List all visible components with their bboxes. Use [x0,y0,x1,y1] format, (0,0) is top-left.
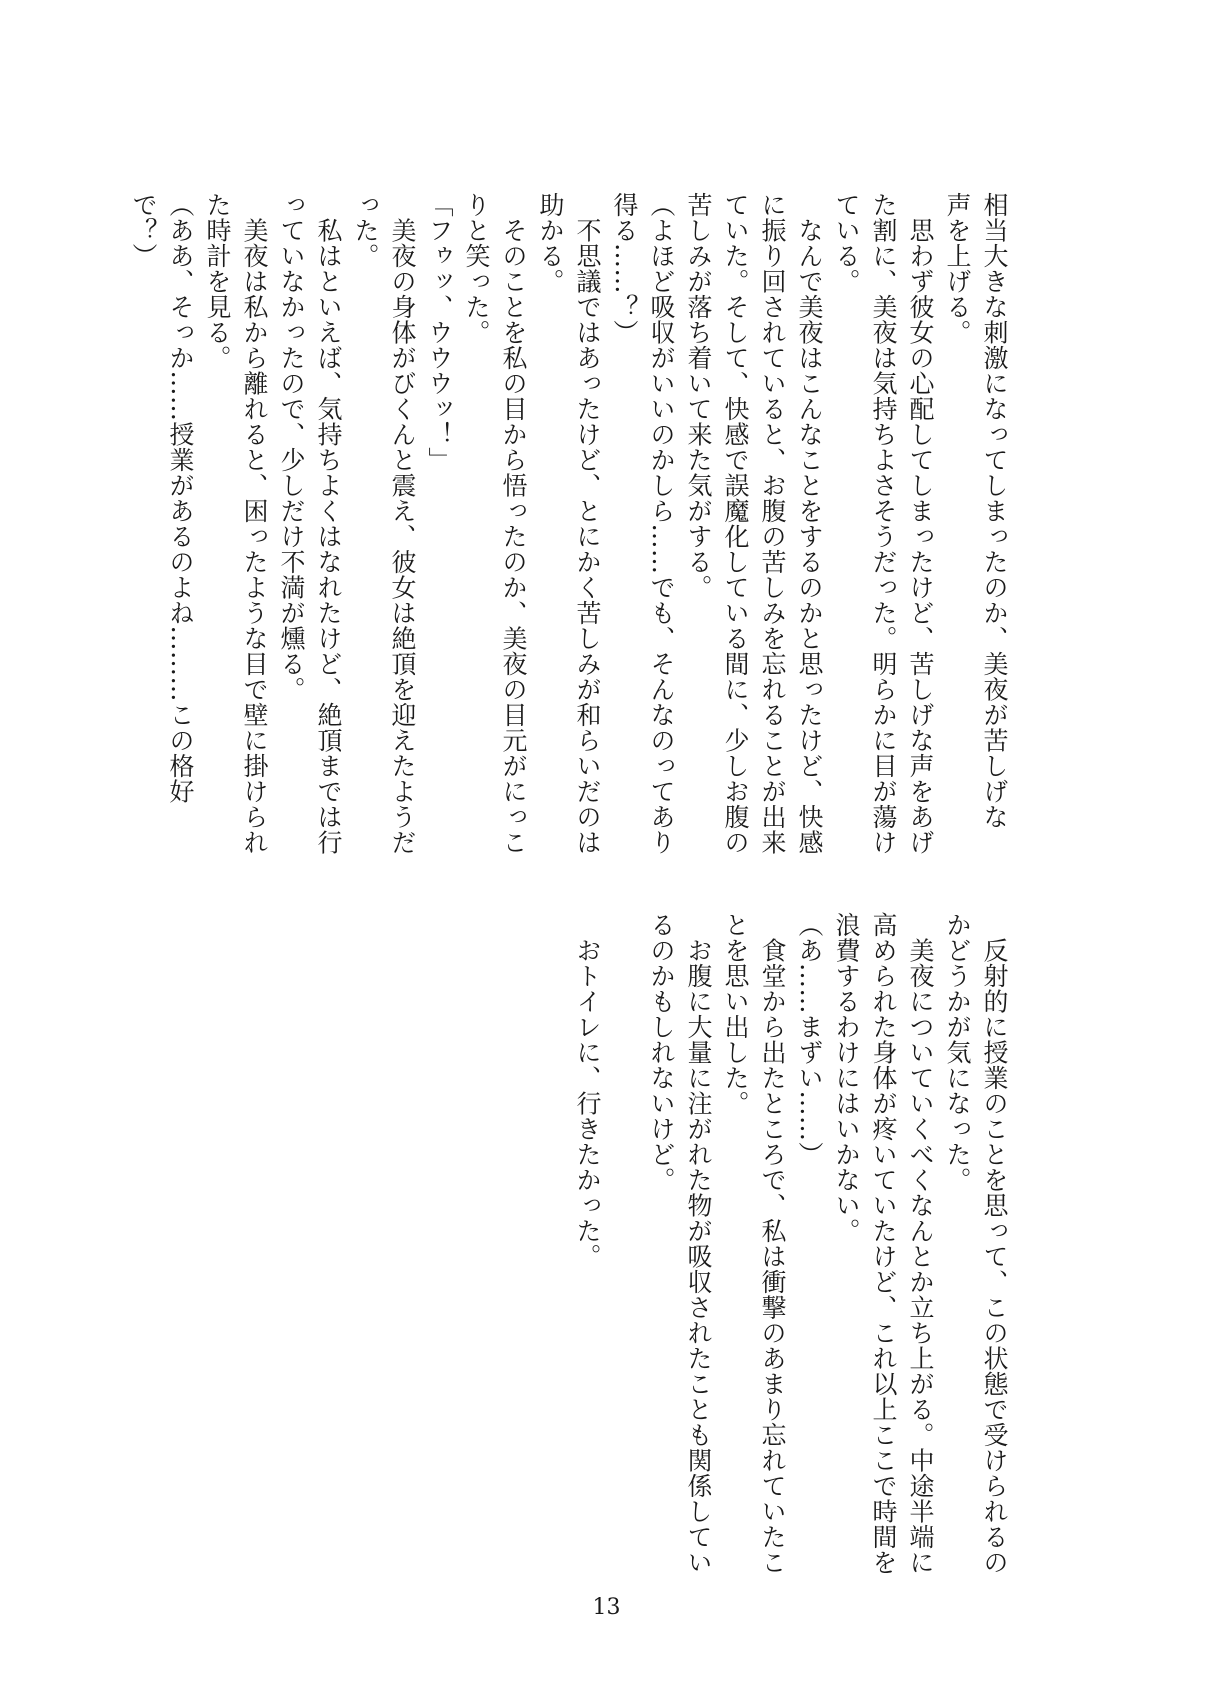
text-line: 不思議ではあったけど、とにかく苦しみが和らいだのは [573,192,602,855]
text-line: 浪費するわけにはいかない。 [832,912,861,1244]
text-line: で？） [129,192,158,269]
text-line: （あ……まずい……） [795,912,824,1167]
text-line: 「フゥッ、ウウウッ！」 [425,192,454,473]
text-line: 美夜は私から離れると、困ったような目で壁に掛けられ [240,192,269,855]
text-line: （よほど吸収がいいのかしら……でも、そんなのってあり [647,192,676,855]
text-line: 得る……？） [610,192,639,345]
text-line: 高められた身体が疼いていたけど、これ以上ここで時間を [869,912,898,1575]
text-line: に振り回されていると、お腹の苦しみを忘れることが出来 [758,192,787,855]
lower-text-block [513,912,1013,1575]
text-line: 声を上げる。 [943,192,972,345]
text-line: 私はといえば、気持ちよくはなれたけど、絶頂までは行 [314,192,343,855]
text-line: お腹に大量に注がれた物が吸収されたことも関係してい [684,912,713,1575]
text-line: りと笑った。 [462,192,491,345]
text-line: ている。 [832,192,861,294]
text-line: （ああ、そっか……授業があるのよね………この格好 [166,192,195,804]
text-line: 美夜の身体がびくんと震え、彼女は絶頂を迎えたようだ [388,192,417,855]
upper-text-block [129,192,1013,855]
text-line: とを思い出した。 [721,912,750,1116]
text-line: おトイレに、行きたかった。 [573,912,602,1269]
text-line: かどうかが気になった。 [943,912,972,1193]
text-line: た割に、美夜は気持ちよさそうだった。明らかに目が蕩け [869,192,898,855]
text-line [606,912,643,1552]
text-line: 助かる。 [536,192,565,294]
text-line: 食堂から出たところで、私は衝撃のあまり忘れていたこ [758,912,787,1575]
text-line: 反射的に授業のことを思って、この状態で受けられるの [980,912,1009,1575]
text-line: るのかもしれないけど。 [647,912,676,1193]
text-line: なんで美夜はこんなことをするのかと思ったけど、快感 [795,192,824,855]
text-line: ていた。そして、快感で誤魔化している間に、少しお腹の [721,192,750,855]
text-line: そのことを私の目から悟ったのか、美夜の目元がにっこ [499,192,528,855]
text-line: った。 [351,192,380,269]
text-line: 苦しみが落ち着いて来た気がする。 [684,192,713,600]
text-line: 美夜についていくべくなんとか立ち上がる。中途半端に [906,912,935,1575]
text-line: 相当大きな刺激になってしまったのか、美夜が苦しげな [980,192,1009,830]
text-line: 思わず彼女の心配してしまったけど、苦しげな声をあげ [906,192,935,855]
text-line: た時計を見る。 [203,192,232,371]
text-line: っていなかったので、少しだけ不満が燻る。 [277,192,306,702]
page-number: 13 [592,1595,621,1620]
